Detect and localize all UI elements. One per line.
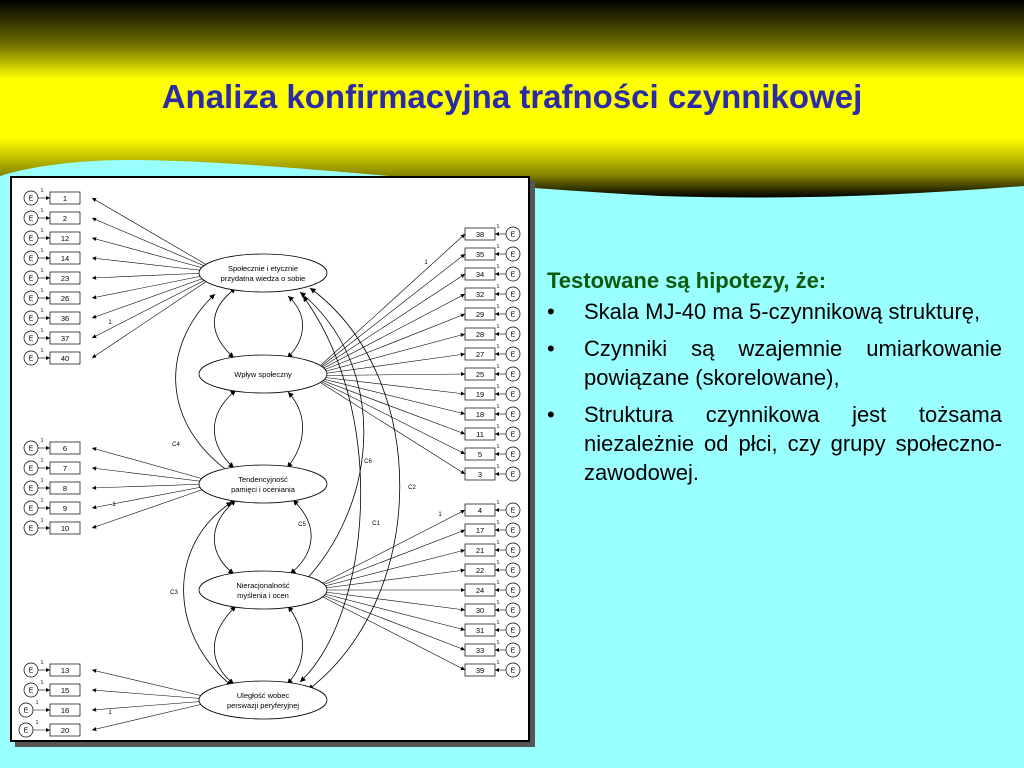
covariance-label: C4 — [172, 442, 180, 448]
item-label: 21 — [475, 546, 485, 555]
item-label: 28 — [475, 330, 485, 339]
error-label: E — [510, 431, 516, 439]
item-label: 13 — [60, 666, 70, 675]
hypotheses-heading: Testowane są hipotezy, że: — [547, 268, 827, 293]
path-weight-label: 1 — [496, 224, 500, 230]
path-weight-label: 1 — [438, 512, 442, 518]
item-label: 12 — [60, 234, 70, 243]
factor-label: Tendencyjność — [238, 475, 288, 484]
path-weight-label: 1 — [112, 502, 116, 508]
path-weight-label: 1 — [40, 438, 44, 444]
path-weight-label: 1 — [40, 660, 44, 666]
hypothesis-text: Struktura czynnikowa jest tożsama niezależnie od płci, czy grupy społeczno-zawodowej. — [584, 402, 1002, 485]
factor-label: Uległość wobec — [236, 691, 290, 700]
error-label: E — [28, 687, 34, 695]
item-label: 38 — [475, 230, 485, 239]
error-label: E — [28, 335, 34, 343]
item-label: 25 — [475, 370, 485, 379]
path-weight-label: 1 — [496, 424, 500, 430]
path-weight-label: 1 — [496, 560, 500, 566]
error-label: E — [510, 391, 516, 399]
error-label: E — [510, 527, 516, 535]
item-label: 7 — [62, 464, 68, 473]
slide-title: Analiza konfirmacyjna trafności czynnikowej — [161, 78, 863, 115]
path-weight-label: 1 — [40, 478, 44, 484]
path-weight-label: 1 — [40, 348, 44, 354]
item-label: 34 — [475, 270, 485, 279]
latent-factor — [199, 254, 327, 292]
error-label: E — [510, 567, 516, 575]
item-label: 9 — [62, 504, 68, 513]
hypothesis-item — [547, 334, 1002, 392]
error-label: E — [28, 525, 34, 533]
covariance-label: C5 — [298, 522, 306, 528]
latent-factor — [199, 465, 327, 503]
bullet-icon: • — [547, 299, 555, 324]
error-label: E — [510, 607, 516, 615]
path-weight-label: 1 — [496, 324, 500, 330]
item-label: 20 — [60, 726, 70, 735]
error-label: E — [23, 707, 29, 715]
error-label: E — [510, 587, 516, 595]
path-weight-label: 1 — [496, 464, 500, 470]
hypothesis-text: Skala MJ-40 ma 5-czynnikową strukturę, — [584, 299, 981, 324]
item-label: 5 — [477, 450, 483, 459]
item-label: 15 — [60, 686, 70, 695]
error-label: E — [510, 231, 516, 239]
path-weight-label: 1 — [496, 384, 500, 390]
path-weight-label: 1 — [496, 620, 500, 626]
item-label: 31 — [475, 626, 485, 635]
factor-label: Wpływ społeczny — [234, 370, 292, 379]
path-weight-label: 1 — [40, 208, 44, 214]
latent-factor — [199, 681, 327, 719]
error-label: E — [28, 255, 34, 263]
path-weight-label: 1 — [496, 600, 500, 606]
error-label: E — [28, 275, 34, 283]
item-label: 19 — [475, 390, 485, 399]
error-label: E — [28, 485, 34, 493]
item-label: 1 — [62, 194, 68, 203]
path-weight-label: 1 — [496, 444, 500, 450]
path-weight-label: 1 — [496, 660, 500, 666]
path-weight-label: 1 — [40, 498, 44, 504]
error-label: E — [510, 451, 516, 459]
error-label: E — [510, 411, 516, 419]
item-label: 26 — [60, 294, 70, 303]
item-label: 35 — [475, 250, 485, 259]
item-label: 14 — [60, 254, 70, 263]
error-label: E — [28, 215, 34, 223]
item-label: 29 — [475, 310, 485, 319]
bullet-icon: • — [547, 402, 555, 427]
path-weight-label: 1 — [40, 680, 44, 686]
error-label: E — [510, 547, 516, 555]
error-label: E — [510, 627, 516, 635]
error-label: E — [510, 291, 516, 299]
path-weight-label: 1 — [496, 500, 500, 506]
path-weight-label: 1 — [496, 304, 500, 310]
item-label: 32 — [475, 290, 485, 299]
path-weight-label: 1 — [496, 284, 500, 290]
hypotheses-list — [547, 297, 1002, 487]
error-label: E — [28, 465, 34, 473]
error-label: E — [510, 471, 516, 479]
error-label: E — [28, 295, 34, 303]
factor-label: Społecznie i etycznie — [227, 264, 299, 273]
error-label: E — [510, 331, 516, 339]
covariance-label: C2 — [408, 485, 416, 491]
item-label: 2 — [62, 214, 68, 223]
factor-label: perswazji peryferyjnej — [226, 701, 300, 710]
item-label: 39 — [475, 666, 485, 675]
item-label: 17 — [475, 526, 485, 535]
factor-label: Nieracjonalność — [236, 581, 290, 590]
item-label: 22 — [475, 566, 485, 575]
path-weight-label: 1 — [40, 328, 44, 334]
error-label: E — [510, 667, 516, 675]
factor-label: przydatna wiedza o sobie — [220, 274, 306, 283]
covariance-label: C3 — [170, 590, 178, 596]
path-weight-label: 1 — [108, 710, 112, 716]
hypothesis-item — [547, 400, 1002, 487]
path-weight-label: 1 — [496, 520, 500, 526]
path-weight-label: 1 — [40, 518, 44, 524]
item-label: 40 — [60, 354, 70, 363]
hypotheses-panel — [547, 266, 1002, 495]
error-label: E — [28, 667, 34, 675]
path-weight-label: 1 — [40, 288, 44, 294]
hypothesis-item — [547, 297, 1002, 326]
path-weight-label: 1 — [108, 320, 112, 326]
item-label: 27 — [475, 350, 485, 359]
path-weight-label: 1 — [496, 344, 500, 350]
item-label: 10 — [60, 524, 70, 533]
path-weight-label: 1 — [496, 364, 500, 370]
item-label: 4 — [477, 506, 483, 515]
error-label: E — [28, 445, 34, 453]
item-label: 16 — [60, 706, 70, 715]
path-weight-label: 1 — [40, 248, 44, 254]
path-weight-label: 1 — [35, 720, 39, 726]
error-label: E — [28, 505, 34, 513]
item-label: 8 — [62, 484, 68, 493]
error-label: E — [28, 315, 34, 323]
error-label: E — [23, 727, 29, 735]
error-label: E — [510, 271, 516, 279]
error-label: E — [510, 351, 516, 359]
path-weight-label: 1 — [40, 458, 44, 464]
error-label: E — [28, 235, 34, 243]
path-diagram — [10, 176, 530, 742]
item-label: 24 — [475, 586, 485, 595]
path-weight-label: 1 — [496, 264, 500, 270]
path-weight-label: 1 — [40, 308, 44, 314]
hypothesis-text: Czynniki są wzajemnie umiarkowanie powiązane (skorelowane), — [584, 336, 1002, 390]
error-label: E — [510, 371, 516, 379]
item-label: 30 — [475, 606, 485, 615]
covariance-label: C6 — [364, 459, 372, 465]
path-weight-label: 1 — [35, 700, 39, 706]
item-label: 18 — [475, 410, 485, 419]
item-label: 36 — [60, 314, 70, 323]
path-weight-label: 1 — [496, 244, 500, 250]
item-label: 6 — [62, 444, 68, 453]
path-weight-label: 1 — [496, 580, 500, 586]
path-weight-label: 1 — [40, 188, 44, 194]
path-weight-label: 1 — [40, 268, 44, 274]
error-label: E — [28, 355, 34, 363]
item-label: 23 — [60, 274, 70, 283]
path-weight-label: 1 — [496, 540, 500, 546]
error-label: E — [510, 311, 516, 319]
item-label: 3 — [477, 470, 483, 479]
error-label: E — [510, 507, 516, 515]
error-label: E — [510, 251, 516, 259]
factor-label: pamięci i oceniania — [231, 485, 295, 494]
latent-factor — [199, 571, 327, 609]
factor-label: myślenia i ocen — [237, 591, 289, 600]
bullet-icon: • — [547, 336, 555, 361]
item-label: 33 — [475, 646, 485, 655]
path-weight-label: 1 — [496, 404, 500, 410]
item-label: 11 — [476, 430, 484, 439]
covariance-label: C1 — [372, 521, 380, 527]
error-label: E — [28, 195, 34, 203]
path-weight-label: 1 — [496, 640, 500, 646]
item-label: 37 — [60, 334, 70, 343]
error-label: E — [510, 647, 516, 655]
path-weight-label: 1 — [40, 228, 44, 234]
path-weight-label: 1 — [424, 260, 428, 266]
